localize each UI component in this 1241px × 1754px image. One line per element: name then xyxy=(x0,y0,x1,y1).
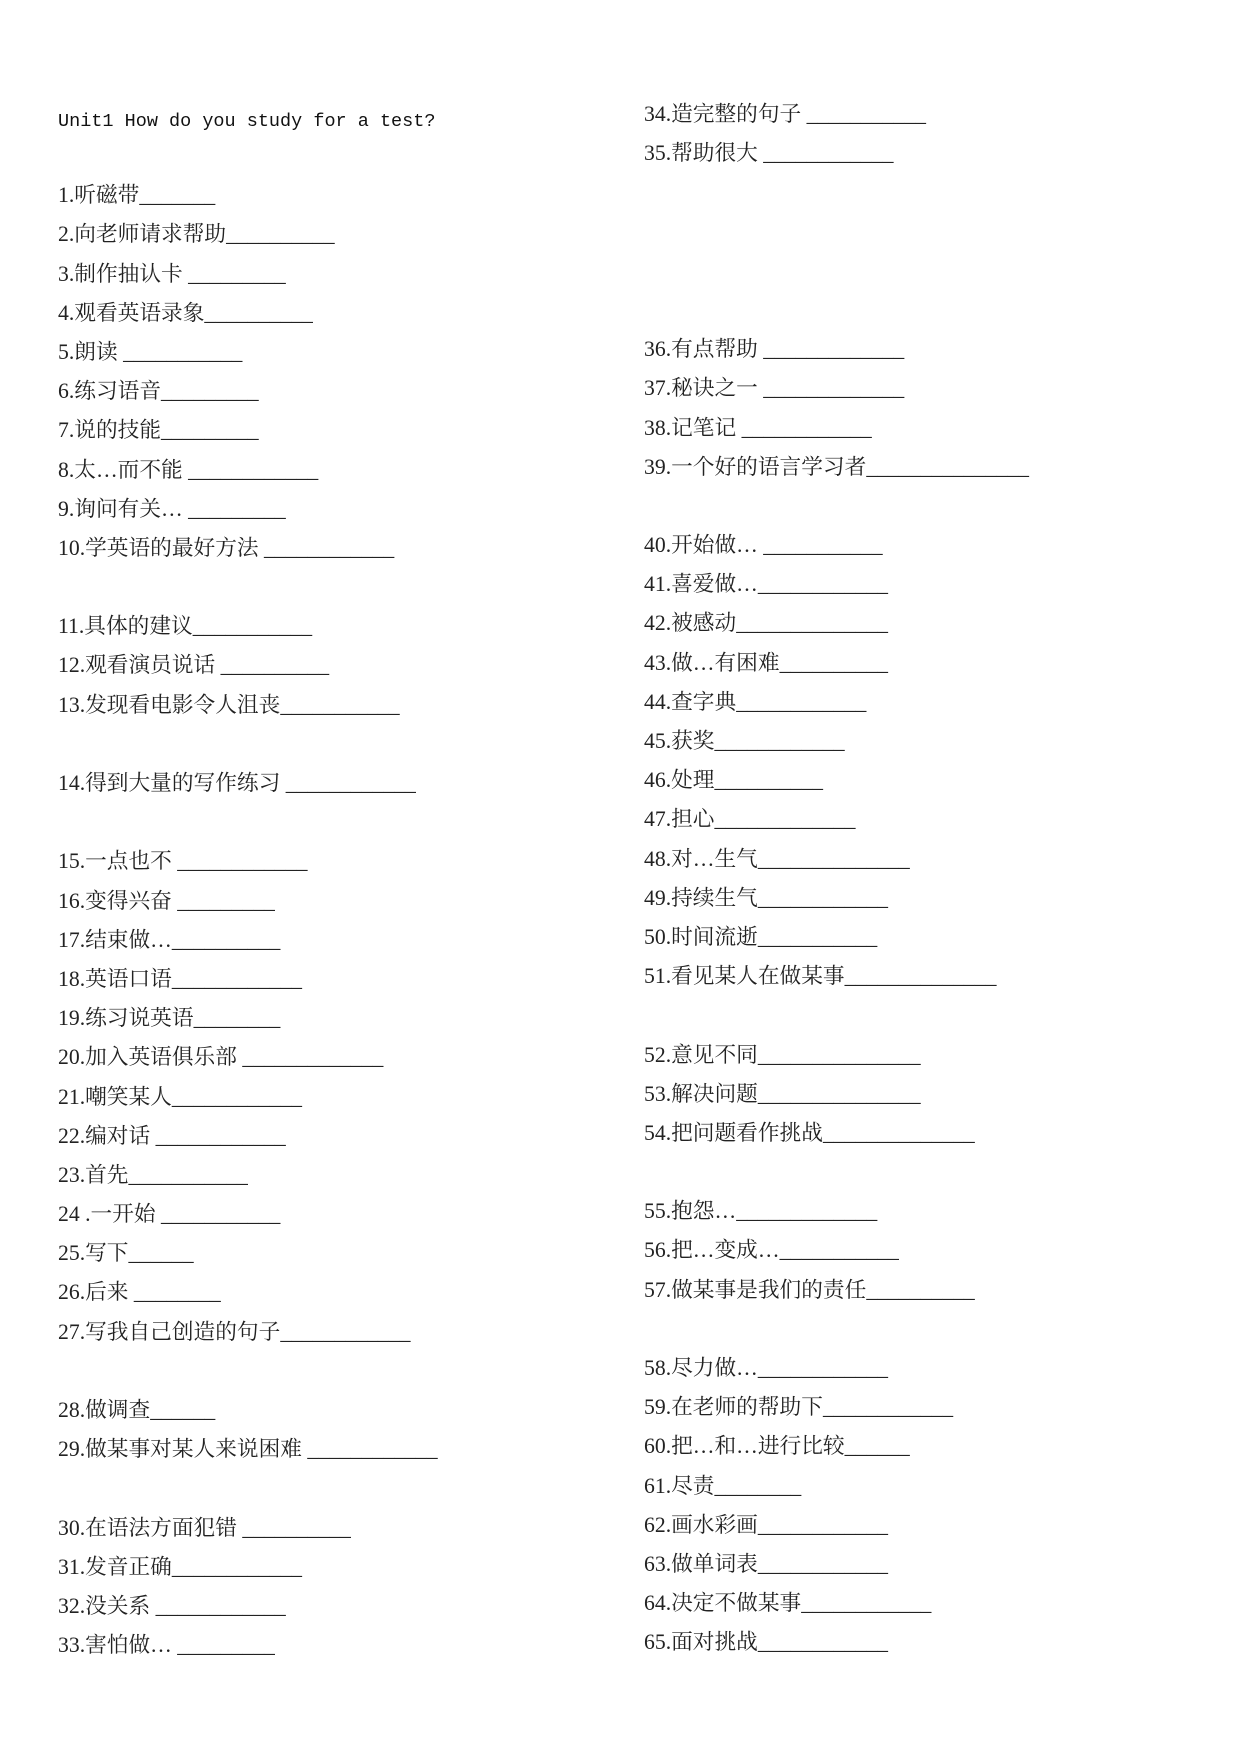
answer-blank: _____________ xyxy=(714,807,856,832)
item-group xyxy=(58,1509,618,1666)
item-label: 26.后来 xyxy=(58,1280,134,1305)
answer-blank: ____________ xyxy=(177,849,308,874)
vocab-item xyxy=(58,1038,618,1077)
answer-blank: __________ xyxy=(226,222,335,247)
vocab-item xyxy=(644,604,1204,643)
vocab-item xyxy=(644,761,1204,800)
answer-blank: _____________ xyxy=(242,1045,384,1070)
vocab-item xyxy=(644,1545,1204,1584)
item-label: 12.观看演员说话 xyxy=(58,653,221,678)
vocab-item xyxy=(644,722,1204,761)
item-label: 34.造完整的句子 xyxy=(644,102,807,126)
answer-blank: _____________ xyxy=(736,1199,878,1224)
answer-blank: _______ xyxy=(139,183,216,208)
answer-blank: ______________ xyxy=(736,611,888,636)
left-column xyxy=(58,102,618,1665)
answer-blank: _________ xyxy=(188,496,286,521)
item-label: 28.做调查 xyxy=(58,1398,151,1422)
answer-blank: _________ xyxy=(177,888,275,913)
item-label: 39.一个好的语言学习者 xyxy=(644,454,867,479)
item-label: 45.获奖 xyxy=(644,729,715,754)
item-label: 52.意见不同 xyxy=(644,1042,758,1067)
vocab-item xyxy=(644,879,1204,918)
vocab-item xyxy=(58,490,618,529)
vocab-item xyxy=(58,1273,618,1312)
item-label: 42.被感动 xyxy=(644,611,737,636)
item-label: 47.担心 xyxy=(644,807,715,832)
vocab-item xyxy=(644,644,1204,683)
vocab-item xyxy=(644,1623,1204,1662)
vocab-item xyxy=(58,1234,618,1273)
right-column xyxy=(644,95,1204,1663)
answer-blank: ___________ xyxy=(763,533,883,558)
vocab-item xyxy=(644,448,1204,487)
vocab-item xyxy=(58,1078,618,1117)
item-label: 16.变得兴奋 xyxy=(58,888,178,913)
vocab-item xyxy=(58,921,618,960)
vocab-item xyxy=(644,1114,1204,1153)
answer-blank: ____________ xyxy=(285,771,416,795)
item-group xyxy=(58,842,618,1351)
answer-blank: ________ xyxy=(193,1006,281,1031)
vocab-item xyxy=(58,1587,618,1626)
vocab-item xyxy=(58,764,618,803)
answer-blank: ____________ xyxy=(280,1319,411,1344)
item-label: 2.向老师请求帮助 xyxy=(58,222,227,247)
item-label: 43.做…有困难 xyxy=(644,650,780,675)
item-label: 8.太…而不能 xyxy=(58,457,189,482)
item-label: 24 .一开始 xyxy=(58,1202,162,1227)
vocab-item xyxy=(58,882,618,921)
item-label: 64.决定不做某事 xyxy=(644,1591,802,1616)
answer-blank: ____________ xyxy=(307,1437,438,1462)
item-label: 46.处理 xyxy=(644,768,715,793)
item-group xyxy=(644,330,1204,487)
vocab-item xyxy=(58,1195,618,1234)
vocab-item xyxy=(58,176,618,215)
item-label: 11.具体的建议 xyxy=(58,614,193,639)
answer-blank: ___________ xyxy=(128,1162,248,1187)
vocab-item xyxy=(58,1548,618,1587)
answer-blank: _______________ xyxy=(757,1042,921,1067)
vocab-item xyxy=(644,95,1204,134)
answer-blank: ___________ xyxy=(779,1238,899,1263)
vocab-item xyxy=(644,840,1204,879)
item-group xyxy=(644,1349,1204,1663)
item-label: 30.在语法方面犯错 xyxy=(58,1515,243,1540)
item-label: 57.做某事是我们的责任 xyxy=(644,1277,867,1302)
answer-blank: _________ xyxy=(177,1633,275,1658)
item-label: 10.学英语的最好方法 xyxy=(58,535,265,560)
item-group xyxy=(644,95,1204,173)
item-label: 7.说的技能 xyxy=(58,418,162,443)
item-label: 59.在老师的帮助下 xyxy=(644,1395,823,1420)
answer-blank: __________ xyxy=(779,650,888,675)
answer-blank: _________ xyxy=(161,418,259,443)
item-label: 48.对…生气 xyxy=(644,846,758,871)
item-group xyxy=(58,607,618,725)
answer-blank: ____________ xyxy=(763,141,894,166)
vocab-item xyxy=(58,1156,618,1195)
vocab-item xyxy=(644,1271,1204,1310)
item-label: 23.首先 xyxy=(58,1162,129,1187)
vocab-item xyxy=(644,1427,1204,1466)
answer-blank: _________ xyxy=(188,261,286,286)
answer-blank: ______________ xyxy=(822,1120,975,1145)
answer-blank: ___________ xyxy=(123,339,243,364)
answer-blank: ____________ xyxy=(757,1630,888,1655)
vocab-item xyxy=(644,1231,1204,1270)
answer-blank: ____________ xyxy=(171,1554,302,1579)
vocab-item xyxy=(58,1313,618,1352)
item-label: 1.听磁带 xyxy=(58,183,140,208)
vocab-item xyxy=(644,526,1204,565)
vocab-item xyxy=(58,255,618,294)
answer-blank: ____________ xyxy=(264,535,395,560)
vocab-item xyxy=(644,1192,1204,1231)
answer-blank: ____________ xyxy=(757,885,888,910)
answer-blank: ____________ xyxy=(171,966,302,991)
answer-blank: __________ xyxy=(204,300,313,325)
item-label: 29.做某事对某人来说困难 xyxy=(58,1437,308,1462)
item-label: 5.朗读 xyxy=(58,339,124,364)
answer-blank: ____________ xyxy=(757,572,888,597)
item-label: 61.尽责 xyxy=(644,1473,715,1498)
item-label: 51.看见某人在做某事 xyxy=(644,964,845,989)
answer-blank: ________ xyxy=(714,1473,802,1498)
answer-blank: ____________ xyxy=(736,689,867,714)
vocab-item xyxy=(58,999,618,1038)
page-title: Unit1 How do you study for a test? xyxy=(58,111,436,132)
answer-blank: ___________ xyxy=(757,924,878,949)
vocab-item xyxy=(644,800,1204,839)
item-label: 58.尽力做… xyxy=(644,1356,758,1381)
answer-blank: ____________ xyxy=(714,729,845,754)
answer-blank: _______________ xyxy=(757,1081,921,1106)
answer-blank: __________ xyxy=(242,1515,351,1540)
answer-blank: _________ xyxy=(161,379,259,404)
answer-blank: ____________ xyxy=(155,1593,286,1618)
vocab-item xyxy=(58,372,618,411)
answer-blank: ____________ xyxy=(188,457,319,482)
answer-blank: ____________ xyxy=(741,415,872,440)
answer-blank: ___________ xyxy=(192,614,313,639)
answer-blank: ________ xyxy=(133,1280,221,1305)
vocab-item xyxy=(58,529,618,568)
answer-blank: ______________ xyxy=(757,846,910,871)
item-group xyxy=(644,526,1204,996)
vocab-item xyxy=(58,451,618,490)
answer-blank: ______________ xyxy=(844,964,997,989)
answer-blank: ______ xyxy=(128,1241,194,1266)
item-group xyxy=(644,1036,1204,1154)
answer-blank: ____________ xyxy=(171,1084,302,1109)
item-label: 55.抱怨… xyxy=(644,1199,737,1224)
item-label: 41.喜爱做… xyxy=(644,572,758,597)
answer-blank: ___________ xyxy=(280,692,400,717)
vocab-item xyxy=(644,1584,1204,1623)
vocab-item xyxy=(644,409,1204,448)
item-label: 65.面对挑战 xyxy=(644,1630,758,1655)
vocab-item xyxy=(644,1506,1204,1545)
item-label: 62.画水彩画 xyxy=(644,1512,758,1537)
item-group xyxy=(58,764,618,803)
vocab-item xyxy=(644,1388,1204,1427)
item-label: 25.写下 xyxy=(58,1241,129,1266)
item-group xyxy=(644,1192,1204,1310)
vocab-item xyxy=(58,1117,618,1156)
vocab-item xyxy=(58,333,618,372)
vocab-item xyxy=(58,646,618,685)
vocab-item xyxy=(58,1626,618,1665)
answer-blank: _______________ xyxy=(866,454,1029,479)
vocab-item xyxy=(644,1349,1204,1388)
item-label: 44.查字典 xyxy=(644,689,737,714)
answer-blank: _____________ xyxy=(763,376,905,401)
item-label: 21.嘲笑某人 xyxy=(58,1084,172,1109)
vocab-item xyxy=(644,1036,1204,1075)
vocab-item xyxy=(58,1509,618,1548)
vocab-item xyxy=(644,134,1204,173)
vocab-item xyxy=(58,607,618,646)
item-label: 17.结束做… xyxy=(58,927,172,952)
vocab-item xyxy=(644,683,1204,722)
item-label: 3.制作抽认卡 xyxy=(58,261,189,286)
vocab-item xyxy=(644,369,1204,408)
answer-blank: __________ xyxy=(220,653,330,678)
item-label: 36.有点帮助 xyxy=(644,337,764,362)
item-label: 38.记笔记 xyxy=(644,415,742,440)
vocab-item xyxy=(644,918,1204,957)
item-label: 53.解决问题 xyxy=(644,1081,758,1106)
vocab-item xyxy=(644,330,1204,369)
item-label: 6.练习语音 xyxy=(58,379,162,404)
item-label: 18.英语口语 xyxy=(58,966,172,991)
item-label: 35.帮助很大 xyxy=(644,141,764,166)
vocab-item xyxy=(644,1075,1204,1114)
item-label: 40.开始做… xyxy=(644,533,764,558)
vocab-item xyxy=(58,960,618,999)
item-label: 32.没关系 xyxy=(58,1593,156,1618)
vocab-item xyxy=(644,957,1204,996)
answer-blank: __________ xyxy=(714,768,823,793)
item-label: 22.编对话 xyxy=(58,1123,156,1148)
vocab-item xyxy=(58,842,618,881)
item-label: 56.把…变成… xyxy=(644,1238,780,1263)
item-group xyxy=(58,1391,618,1469)
item-label: 33.害怕做… xyxy=(58,1633,178,1658)
item-label: 9.询问有关… xyxy=(58,496,189,521)
item-label: 14.得到大量的写作练习 xyxy=(58,771,286,795)
item-label: 13.发现看电影令人沮丧 xyxy=(58,692,281,717)
item-label: 27.写我自己创造的句子 xyxy=(58,1319,281,1344)
item-label: 63.做单词表 xyxy=(644,1551,758,1576)
answer-blank: ____________ xyxy=(757,1551,888,1576)
vocab-item xyxy=(58,686,618,725)
answer-blank: ___________ xyxy=(161,1202,281,1227)
answer-blank: ____________ xyxy=(757,1356,888,1381)
vocab-item xyxy=(58,411,618,450)
vocab-item xyxy=(58,1430,618,1469)
vocab-item xyxy=(58,1391,618,1430)
answer-blank: ______ xyxy=(844,1434,910,1459)
answer-blank: __________ xyxy=(171,927,281,952)
answer-blank: ____________ xyxy=(757,1512,888,1537)
answer-blank: __________ xyxy=(866,1277,975,1302)
item-label: 60.把…和…进行比较 xyxy=(644,1434,845,1459)
vocab-item xyxy=(644,565,1204,604)
vocab-item xyxy=(58,215,618,254)
item-label: 54.把问题看作挑战 xyxy=(644,1120,823,1145)
item-label: 37.秘诀之一 xyxy=(644,376,764,401)
answer-blank: ______ xyxy=(150,1398,216,1422)
answer-blank: ____________ xyxy=(822,1395,954,1420)
item-label: 20.加入英语俱乐部 xyxy=(58,1045,243,1070)
item-label: 50.时间流逝 xyxy=(644,924,758,949)
vocab-item xyxy=(644,1467,1204,1506)
item-label: 31.发音正确 xyxy=(58,1554,172,1579)
item-label: 15.一点也不 xyxy=(58,849,178,874)
item-group xyxy=(58,176,618,568)
vocab-item xyxy=(58,294,618,333)
answer-blank: ____________ xyxy=(801,1591,932,1616)
item-label: 19.练习说英语 xyxy=(58,1006,194,1031)
item-label: 49.持续生气 xyxy=(644,885,758,910)
answer-blank: ____________ xyxy=(155,1123,286,1148)
answer-blank: _____________ xyxy=(763,337,905,362)
answer-blank: ___________ xyxy=(806,102,926,126)
item-label: 4.观看英语录象 xyxy=(58,300,205,325)
